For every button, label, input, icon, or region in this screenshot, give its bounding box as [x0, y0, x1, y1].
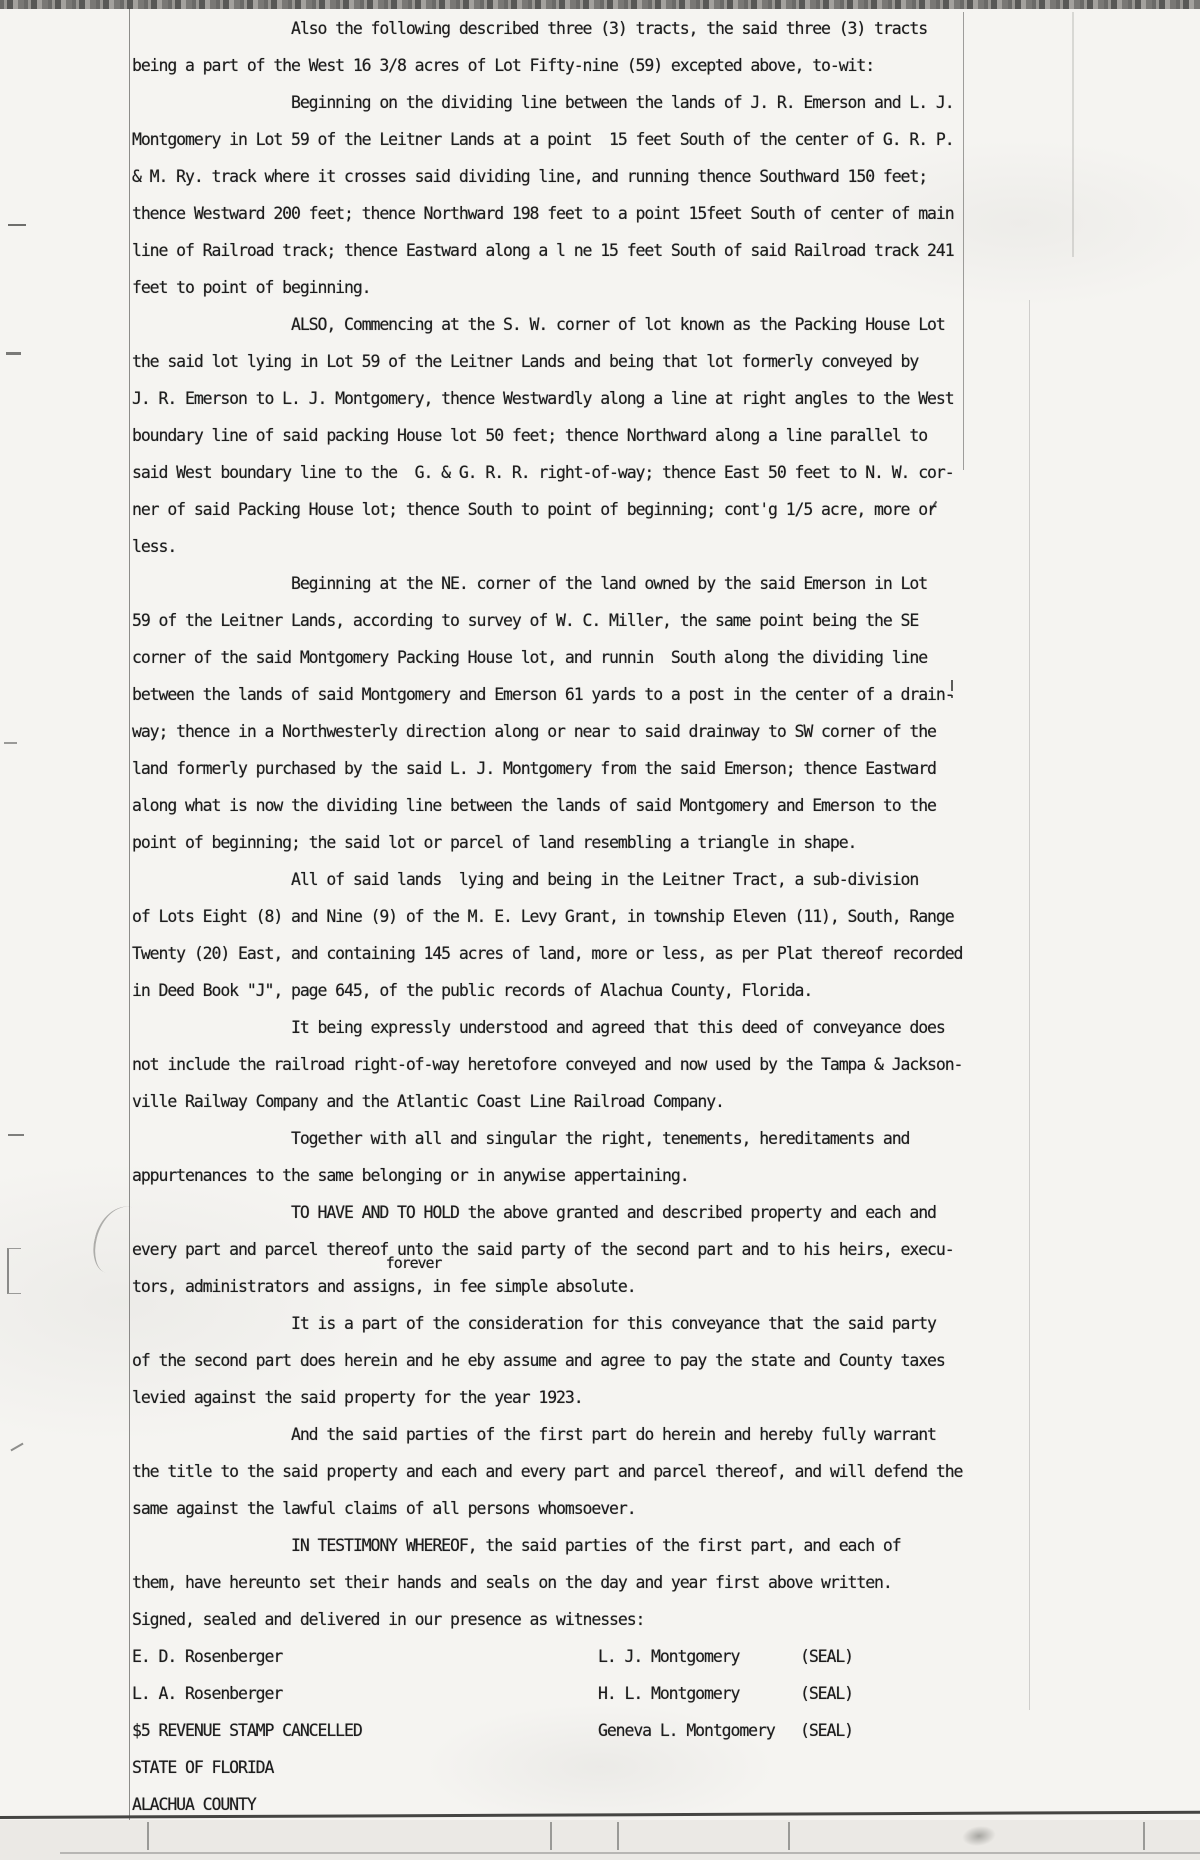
- margin-bracket-mark: [7, 1248, 21, 1294]
- seal-label: (SEAL): [800, 1647, 854, 1666]
- document-line: levied against the said property for the year 1923.: [132, 1388, 583, 1407]
- document-line: said West boundary line to the G. & G. R. R. right-of-way; thence East 50 feet to N. W. cor-: [132, 463, 954, 482]
- document-line: ALACHUA COUNTY: [132, 1795, 256, 1814]
- edge-tick: [1143, 1822, 1145, 1850]
- signer-name: H. L. Montgomery: [598, 1684, 740, 1703]
- margin-mark: [8, 1134, 24, 1136]
- document-line: being a part of the West 16 3/8 acres of Lot Fifty-nine (59) excepted above, to-wit:: [132, 56, 875, 75]
- margin-mark: [8, 224, 26, 226]
- document-line: And the said parties of the first part do herein and hereby fully warrant: [132, 1425, 936, 1444]
- document-line: STATE OF FLORIDA: [132, 1758, 274, 1777]
- page-edge-shadow-2: [1072, 12, 1074, 257]
- document-line: boundary line of said packing House lot 50 feet; thence Northward along a line parallel to: [132, 426, 928, 445]
- margin-mark: [6, 352, 21, 355]
- edge-tick: [147, 1822, 149, 1850]
- document-line: It being expressly understood and agreed that this deed of conveyance does: [132, 1018, 945, 1037]
- edge-tick: [550, 1822, 552, 1850]
- seal-label: (SEAL): [800, 1721, 854, 1740]
- next-page-edge-strip: [0, 1820, 1200, 1860]
- scan-top-edge-band: [0, 0, 1200, 9]
- signature-row: [132, 1638, 992, 1675]
- document-line: IN TESTIMONY WHEREOF, the said parties of the first part, and each of: [132, 1536, 901, 1555]
- document-line: thence Westward 200 feet; thence Northward 198 feet to a point 15feet South of center of main: [132, 204, 954, 223]
- document-line: in Deed Book "J", page 645, of the public records of Alachua County, Florida.: [132, 981, 813, 1000]
- page-edge-shadow: [1029, 300, 1030, 1710]
- seal-label: (SEAL): [800, 1684, 854, 1703]
- document-line: the said lot lying in Lot 59 of the Leitner Lands and being that lot formerly conveyed by: [132, 352, 919, 371]
- document-body: Also the following described three (3) tracts, the said three (3) tracts being a part of the West 16 3/8 acres of Lot Fifty-nine (59) excepted above, to-wit: Beginning on the dividing line between the lands of J. R. Emerson and L. J. Montgomery in Lot 59 of the Leitner Lands at a point 15 feet South of the center of G. R. P. & M. Ry. track where it crosses said dividing line, and running thence Southward 150 feet; thence Westward 200 feet; thence Northward 198 feet to a point 15feet South of center of main line of Railroad track; thence Eastward along a l ne 15 feet South of said Railroad track 241 feet to point of beginning. ALSO, Commencing at the S. W. corner of lot known as the Packing House Lot the said lot lying in Lot 59 of the Leitner Lands and being that lot formerly conveyed by J. R. Emerson to L. J. Montgomery, thence Westwardly along a line at right angles to the West boundary line of said packing House lot 50 feet; thence Northward along a line parallel to said West boundary line to the G. & G. R. R. right-of-way; thence East 50 feet to N. W. cor- ner of said Packing House lot; thence South to point of beginning; cont'g 1/5 acre, more or less. Beginning at the NE. corner of the land owned by the said Emerson in Lot 59 of the Leitner Lands, according to survey of W. C. Miller, the same point being the SE corner of the said Montgomery Packing House lot, and runnin South along the dividing line between the lands of said Montgomery and Emerson 61 yards to a post in the center of a drain- way; thence in a Northwesterly direction along or near to said drainway to SW corner of the land formerly purchased by the said L. J. Montgomery from the said Emerson; thence Eastward along what is now the dividing line between the lands of said Montgomery and Emerson to the point of beginning; the said lot or parcel of land resembling a triangle in shape. All of said lands lying and being in the Leitner Tract, a sub-division of Lots Eight (8) and Nine (9) of the M. E. Levy Grant, in township Eleven (11), South, Range Twenty (20) East, and containing 145 acres of land, more or less, as per Plat thereof recorded in Deed Book "J", page 645, of the public records of Alachua County, Florida. It being expressly understood and agreed that this deed of conveyance does not include the railroad right-of-way heretofore conveyed and now used by the Tampa & Jackson- ville Railway Company and the Atlantic Coast Line Railroad Company. Together with all and singular the right, tenements, hereditaments and appurtenances to the same belonging or in anywise appertaining. TO HAVE AND TO HOLD the above granted and described property and each and every part and parcel thereof unto the said party of the second part and to his heirs, execu- forever tors, administrators and assigns, in fee simple absolute. It is a part of the consideration for this conveyance that the said party of the second part does herein and he eby assume and agree to pay the state and County taxes levied against the said property for the year 1923. And the said parties of the first part do herein and hereby fully warrant the title to the said property and each and every part and parcel thereof, and will defend the same against the lawful claims of all persons whomsoever. IN TESTIMONY WHEREOF, the said parties of the first part, and each of them, have hereunto set their hands and seals on the day and year first above written. Signed, sealed and delivered in our presence as witnesses: E. D. Rosenberger L. J. Montgomery (SEAL) L. A. Rosenberger H. L. Montgomery (SEAL) $5 REVENUE STAMP CANCELLED Geneva L. Montgomery (SEAL) STATE OF FLORIDA ALACHUA COUNTY: [132, 10, 992, 1823]
- document-line: ner of said Packing House lot; thence South to point of beginning; cont'g 1/5 acre, more or: [132, 500, 936, 519]
- document-line: of the second part does herein and he eby assume and agree to pay the state and County taxes: [132, 1351, 945, 1370]
- witness-name: E. D. Rosenberger: [132, 1647, 283, 1666]
- document-line: tors, administrators and assigns, in fee simple absolute.: [132, 1277, 636, 1296]
- document-line: them, have hereunto set their hands and seals on the day and year first above written.: [132, 1573, 892, 1592]
- document-line: Twenty (20) East, and containing 145 acres of land, more or less, as per Plat thereof recorded: [132, 944, 963, 963]
- document-line: way; thence in a Northwesterly direction along or near to said drainway to SW corner of the: [132, 722, 936, 741]
- document-line: Montgomery in Lot 59 of the Leitner Lands at a point 15 feet South of the center of G. R. P.: [132, 130, 954, 149]
- document-line: line of Railroad track; thence Eastward along a l ne 15 feet South of said Railroad track 241: [132, 241, 954, 260]
- edge-tick: [617, 1822, 619, 1850]
- signature-row: [132, 1712, 992, 1749]
- signer-name: Geneva L. Montgomery: [598, 1721, 775, 1740]
- document-line: less.: [132, 537, 177, 556]
- document-line: Together with all and singular the right, tenements, hereditaments and: [132, 1129, 910, 1148]
- document-line: TO HAVE AND TO HOLD the above granted and described property and each and: [132, 1203, 936, 1222]
- document-line: & M. Ry. track where it crosses said dividing line, and running thence Southward 150 feet;: [132, 167, 928, 186]
- document-line: not include the railroad right-of-way heretofore conveyed and now used by the Tampa & Jackson-: [132, 1055, 963, 1074]
- document-line: ville Railway Company and the Atlantic Coast Line Railroad Company.: [132, 1092, 724, 1111]
- document-line: All of said lands lying and being in the Leitner Tract, a sub-division: [132, 870, 919, 889]
- witness-name: L. A. Rosenberger: [132, 1684, 283, 1703]
- document-line: appurtenances to the same belonging or in anywise appertaining.: [132, 1166, 689, 1185]
- document-line: Signed, sealed and delivered in our presence as witnesses:: [132, 1610, 645, 1629]
- document-line: the title to the said property and each and every part and parcel thereof, and will defend the: [132, 1462, 963, 1481]
- document-line: It is a part of the consideration for this conveyance that the said party: [132, 1314, 936, 1333]
- margin-mark: [10, 1443, 23, 1452]
- document-line: corner of the said Montgomery Packing House lot, and runnin South along the dividing line: [132, 648, 928, 667]
- document-line: Beginning on the dividing line between the lands of J. R. Emerson and L. J.: [132, 93, 954, 112]
- witness-name: $5 REVENUE STAMP CANCELLED: [132, 1721, 362, 1740]
- signature-row: [132, 1675, 992, 1712]
- left-margin-rule: [129, 8, 130, 1854]
- document-line: between the lands of said Montgomery and Emerson 61 yards to a post in the center of a drain-: [132, 685, 954, 704]
- margin-mark: [4, 742, 17, 744]
- document-line: 59 of the Leitner Lands, according to survey of W. C. Miller, the same point being the SE: [132, 611, 919, 630]
- document-line: point of beginning; the said lot or parcel of land resembling a triangle in shape.: [132, 833, 857, 852]
- document-line: of Lots Eight (8) and Nine (9) of the M. E. Levy Grant, in township Eleven (11), South, Range: [132, 907, 954, 926]
- document-line: Beginning at the NE. corner of the land owned by the said Emerson in Lot: [132, 574, 928, 593]
- document-line: Also the following described three (3) tracts, the said three (3) tracts: [132, 19, 928, 38]
- document-line: J. R. Emerson to L. J. Montgomery, thence Westwardly along a line at right angles to the West: [132, 389, 954, 408]
- edge-tick: [788, 1822, 790, 1850]
- document-line: land formerly purchased by the said L. J. Montgomery from the said Emerson; thence Eastward: [132, 759, 936, 778]
- document-line: along what is now the dividing line between the lands of said Montgomery and Emerson to the: [132, 796, 936, 815]
- document-line: same against the lawful claims of all persons whomsoever.: [132, 1499, 636, 1518]
- document-line: every part and parcel thereof unto the said party of the second part and to his heirs, execu-: [132, 1240, 954, 1259]
- next-page-edge-line: [60, 1852, 1200, 1854]
- document-line: feet to point of beginning.: [132, 278, 371, 297]
- signer-name: L. J. Montgomery: [598, 1647, 740, 1666]
- document-line: ALSO, Commencing at the S. W. corner of lot known as the Packing House Lot: [132, 315, 945, 334]
